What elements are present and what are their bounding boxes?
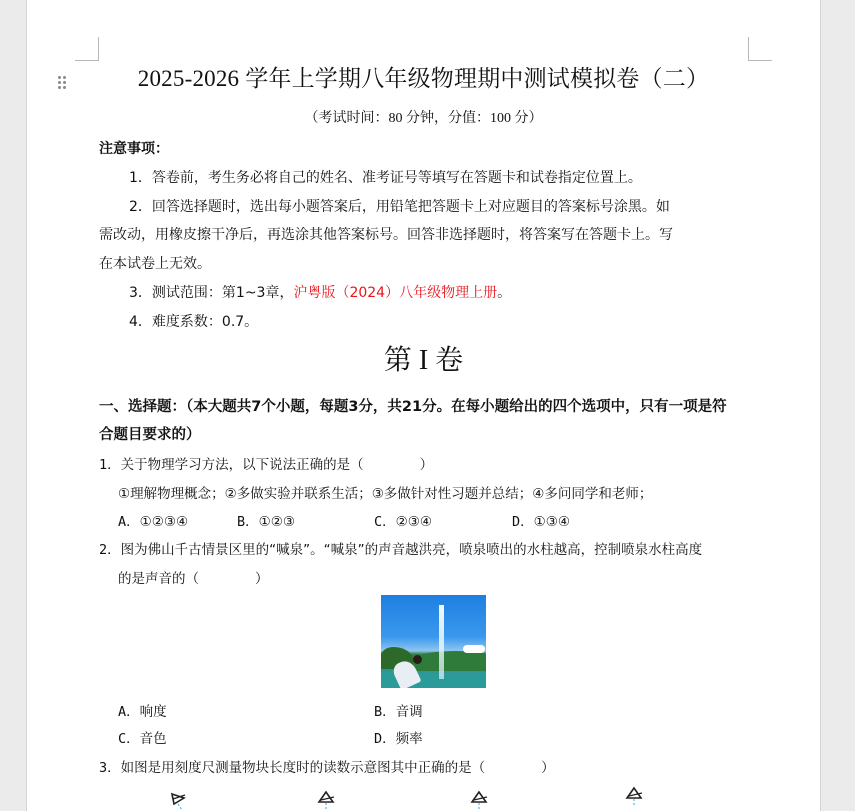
q1-option-c: [374, 510, 432, 530]
volume-heading: 第 I 卷: [383, 345, 464, 376]
paren-close: ）: [541, 760, 555, 776]
question-1-statement: [118, 482, 652, 502]
option-text: 响度: [139, 704, 167, 720]
notice-item-2-line-3: 在本试卷上无效。: [99, 256, 211, 272]
option-label: B．: [374, 704, 396, 720]
question-number: 2．: [99, 542, 121, 558]
question-2-stem-line-1: [99, 538, 702, 558]
option-label: C．: [374, 514, 396, 530]
statement-text: ①理解物理概念；②多做实验并联系生活；③多做针对性习题并总结；④多问同学和老师；: [118, 486, 653, 502]
question-text: 如图是用刻度尺测量物块长度时的读数示意图其中正确的是（: [120, 760, 486, 776]
q1-option-d: [512, 510, 570, 530]
section-heading-line-1: 一、选择题：（本大题共7个小题，每题3分，共21分。在每小题给出的四个选项中，只有一项是符: [99, 399, 727, 415]
textbook-highlight: 沪粤版（2024）八年级物理上册: [293, 285, 498, 301]
option-label: C．: [118, 731, 140, 747]
question-2-stem-line-2: [118, 567, 269, 587]
question-text: 图为佛山千古情景区里的“喊泉”。“喊泉”的声音越洪亮，喷泉喷出的水柱越高，控制喷泉水柱高度: [120, 542, 703, 558]
section-heading-line-2: 合题目要求的）: [99, 427, 201, 443]
option-label: B．: [237, 514, 259, 530]
option-text: ①②③④: [139, 514, 189, 530]
q2-option-a: [118, 700, 167, 720]
fountain-photo: [381, 595, 486, 688]
notice-item-3-suffix: 。: [497, 285, 512, 301]
question-text: 的是声音的（: [118, 571, 199, 587]
eye-icon-b: [317, 790, 335, 811]
page-title: 2025-2026 学年上学期八年级物理期中测试模拟卷（二）: [137, 66, 710, 91]
document-page: [27, 0, 820, 811]
margin-corner-top-right: [748, 37, 772, 61]
q1-option-a: [118, 510, 188, 530]
q2-option-c: [118, 727, 167, 747]
option-text: 音调: [395, 704, 423, 720]
notice-item-1: 1．答卷前，考生务必将自己的姓名、准考证号等填写在答题卡和试卷指定位置上。: [129, 170, 642, 186]
option-label: D．: [512, 514, 534, 530]
notice-item-3: [129, 282, 511, 302]
notice-item-3-prefix: 3．测试范围：第1~3章，: [129, 285, 294, 301]
notice-heading: 注意事项：: [99, 141, 169, 157]
paren-close: ）: [419, 457, 434, 473]
option-label: D．: [374, 731, 396, 747]
option-text: ①②③: [258, 514, 295, 530]
question-number: 3．: [99, 760, 121, 776]
question-3-stem: [99, 756, 555, 776]
eye-icon-c: [470, 790, 488, 811]
q2-option-d: [374, 727, 423, 747]
question-text: 关于物理学习方法，以下说法正确的是（: [120, 457, 364, 473]
question-number: 1．: [99, 457, 121, 473]
exam-info: （考试时间：80 分钟，分值：100 分）: [304, 111, 543, 126]
eye-icon-a: [170, 790, 188, 811]
notice-item-2-line-2: 需改动，用橡皮擦干净后，再选涂其他答案标号。回答非选择题时，将答案写在答题卡上。写: [99, 227, 673, 243]
option-text: 音色: [139, 731, 167, 747]
q2-option-b: [374, 700, 423, 720]
paren-close: ）: [255, 571, 269, 587]
notice-item-4: 4．难度系数：0.7。: [129, 314, 259, 330]
notice-item-2-line-1: 2．回答选择题时，选出每小题答案后，用铅笔把答题卡上对应题目的答案标号涂黑。如: [129, 199, 670, 215]
eye-icon-d: [625, 786, 643, 807]
option-text: ②③④: [395, 514, 432, 530]
option-text: ①③④: [533, 514, 570, 530]
option-text: 频率: [395, 731, 423, 747]
q1-option-b: [237, 510, 295, 530]
option-label: A．: [118, 704, 140, 720]
question-1-stem: [99, 453, 433, 473]
option-label: A．: [118, 514, 140, 530]
margin-corner-top-left: [75, 37, 99, 61]
